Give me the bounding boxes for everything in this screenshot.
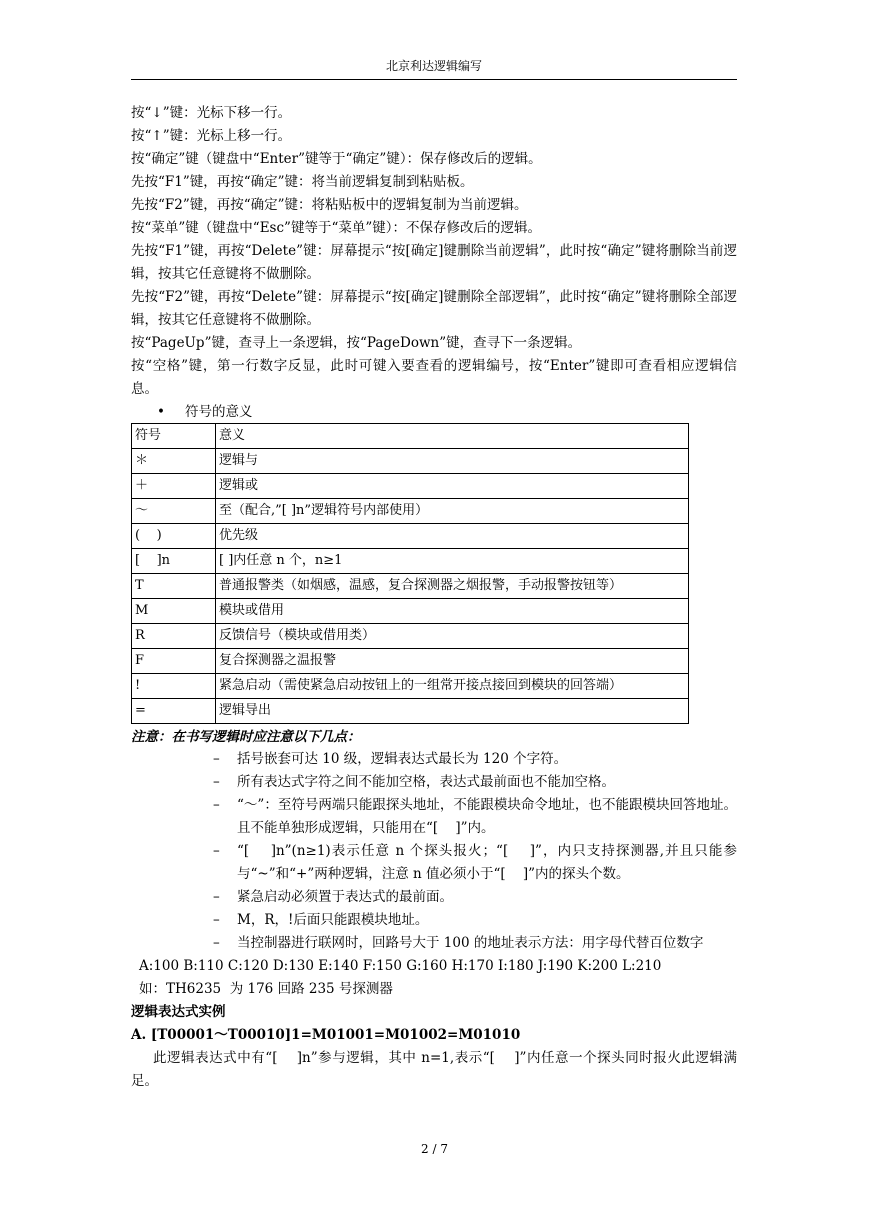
dash-marker: – <box>213 797 220 813</box>
symbol-cell: T <box>132 574 216 599</box>
symbol-cell: R <box>132 624 216 649</box>
table-row <box>132 524 689 549</box>
page-header <box>131 58 737 80</box>
meaning-cell: 逻辑导出 <box>216 699 689 724</box>
example-line: 如：TH6235 为 176 回路 235 号探测器 <box>139 981 393 997</box>
bullet-icon: • <box>157 404 165 420</box>
example-a-text: 此逻辑表达式中有“[ ]n”参与逻辑，其中 n=1,表示“[ ]”内任意一个探头同时报火此逻辑满足。 <box>131 1050 737 1089</box>
instruction-line: 按“↓”键：光标下移一行。 <box>131 105 292 121</box>
dash-marker: – <box>213 935 220 951</box>
instruction-line: 先按“F2”键，再按“Delete”键：屏幕提示“按[确定]键删除全部逻辑”，此时按“确定”键将删除全部逻辑，按其它任意键将不做删除。 <box>131 289 737 328</box>
table-row <box>132 499 689 524</box>
dash-marker: – <box>213 843 220 859</box>
table-row <box>132 574 689 599</box>
list-item <box>213 886 737 909</box>
instruction-line: 先按“F2”键，再按“确定”键：将粘贴板中的逻辑复制为当前逻辑。 <box>131 197 528 213</box>
symbol-cell: ～ <box>132 499 216 524</box>
symbol-cell: ＋ <box>132 474 216 499</box>
document-body <box>131 102 737 1093</box>
list-item <box>213 909 737 932</box>
note-text: “[ ]n”(n≥1)表示任意 n 个探头报火；“[ ]”，内只支持探测器,并且只能参与“~”和“+”两种逻辑，注意 n 值必须小于“[ ]”内的探头个数。 <box>237 843 737 882</box>
dash-marker: – <box>213 889 220 905</box>
notes-heading: 注意：在书写逻辑时应注意以下几点： <box>131 729 361 745</box>
note-text: 紧急启动必须置于表达式的最前面。 <box>237 889 453 905</box>
symbols-heading-text: 符号的意义 <box>185 404 253 420</box>
note-text: 当控制器进行联网时，回路号大于 100 的地址表示方法：用字母代替百位数字 <box>237 935 704 951</box>
header-title: 北京利达逻辑编写 <box>385 59 482 73</box>
table-row <box>132 649 689 674</box>
dash-marker: – <box>213 774 220 790</box>
meaning-cell: 至（配合,”[ ]n”逻辑符号内部使用） <box>216 499 689 524</box>
table-header-meaning: 意义 <box>216 424 689 449</box>
table-row <box>132 699 689 724</box>
table-header-symbol: 符号 <box>132 424 216 449</box>
note-text: “～”：至符号两端只能跟探头地址，不能跟模块命令地址，也不能跟模块回答地址。且不能单独形成逻辑，只能用在“[ ]”内。 <box>237 797 737 836</box>
meaning-cell: 复合探测器之温报警 <box>216 649 689 674</box>
instruction-line: 按“确定”键（键盘中“Enter”键等于“确定”键）：保存修改后的逻辑。 <box>131 151 542 167</box>
instruction-line: 按“菜单”键（键盘中“Esc”键等于“菜单”键）：不保存修改后的逻辑。 <box>131 220 542 236</box>
symbols-heading <box>157 401 737 423</box>
notes-list <box>131 748 737 955</box>
letter-codes: A:100 B:110 C:120 D:130 E:140 F:150 G:160 H:170 I:180 J:190 K:200 L:210 <box>139 958 662 974</box>
meaning-cell: [ ]内任意 n 个，n≥1 <box>216 549 689 574</box>
dash-marker: – <box>213 751 220 767</box>
list-item <box>213 840 737 886</box>
page-number: 2 / 7 <box>421 1142 448 1156</box>
symbol-cell: ! <box>132 674 216 699</box>
meaning-cell: 逻辑与 <box>216 449 689 474</box>
list-item <box>213 932 737 955</box>
meaning-cell: 逻辑或 <box>216 474 689 499</box>
dash-marker: – <box>213 912 220 928</box>
symbol-cell: ( ) <box>132 524 216 549</box>
instruction-line: 先按“F1”键，再按“确定”键：将当前逻辑复制到粘贴板。 <box>131 174 474 190</box>
symbol-cell: = <box>132 699 216 724</box>
symbol-cell: [ ]n <box>132 549 216 574</box>
table-row <box>132 624 689 649</box>
table-header-row <box>132 424 689 449</box>
note-text: 括号嵌套可达 10 级，逻辑表达式最长为 120 个字符。 <box>237 751 568 767</box>
list-item <box>213 794 737 840</box>
meaning-cell: 普通报警类（如烟感，温感，复合探测器之烟报警，手动报警按钮等） <box>216 574 689 599</box>
meaning-cell: 模块或借用 <box>216 599 689 624</box>
table-row <box>132 674 689 699</box>
meaning-cell: 紧急启动（需使紧急启动按钮上的一组常开接点接回到模块的回答端） <box>216 674 689 699</box>
symbol-cell: M <box>132 599 216 624</box>
symbol-cell: F <box>132 649 216 674</box>
table-row <box>132 449 689 474</box>
table-row <box>132 549 689 574</box>
meaning-cell: 优先级 <box>216 524 689 549</box>
note-text: 所有表达式字符之间不能加空格，表达式最前面也不能加空格。 <box>237 774 615 790</box>
examples-heading: 逻辑表达式实例 <box>131 1004 226 1020</box>
instruction-line: 先按“F1”键，再按“Delete”键：屏幕提示“按[确定]键删除当前逻辑”，此时按“确定”键将删除当前逻辑，按其它任意键将不做删除。 <box>131 243 737 282</box>
note-text: M，R，!后面只能跟模块地址。 <box>237 912 429 928</box>
list-item <box>213 771 737 794</box>
instruction-line: 按“↑”键：光标上移一行。 <box>131 128 292 144</box>
instruction-line: 按“PageUp”键，查寻上一条逻辑，按“PageDown”键，查寻下一条逻辑。 <box>131 335 582 351</box>
example-a-title: A. [T00001～T00010]1=M01001=M01002=M01010 <box>131 1027 521 1043</box>
table-row <box>132 599 689 624</box>
list-item <box>213 748 737 771</box>
instruction-line: 按“空格”键，第一行数字反显，此时可键入要查看的逻辑编号，按“Enter”键即可查看相应逻辑信息。 <box>131 358 737 397</box>
meaning-cell: 反馈信号（模块或借用类） <box>216 624 689 649</box>
symbol-cell: ＊ <box>132 449 216 474</box>
table-row <box>132 474 689 499</box>
symbols-table <box>131 423 689 724</box>
